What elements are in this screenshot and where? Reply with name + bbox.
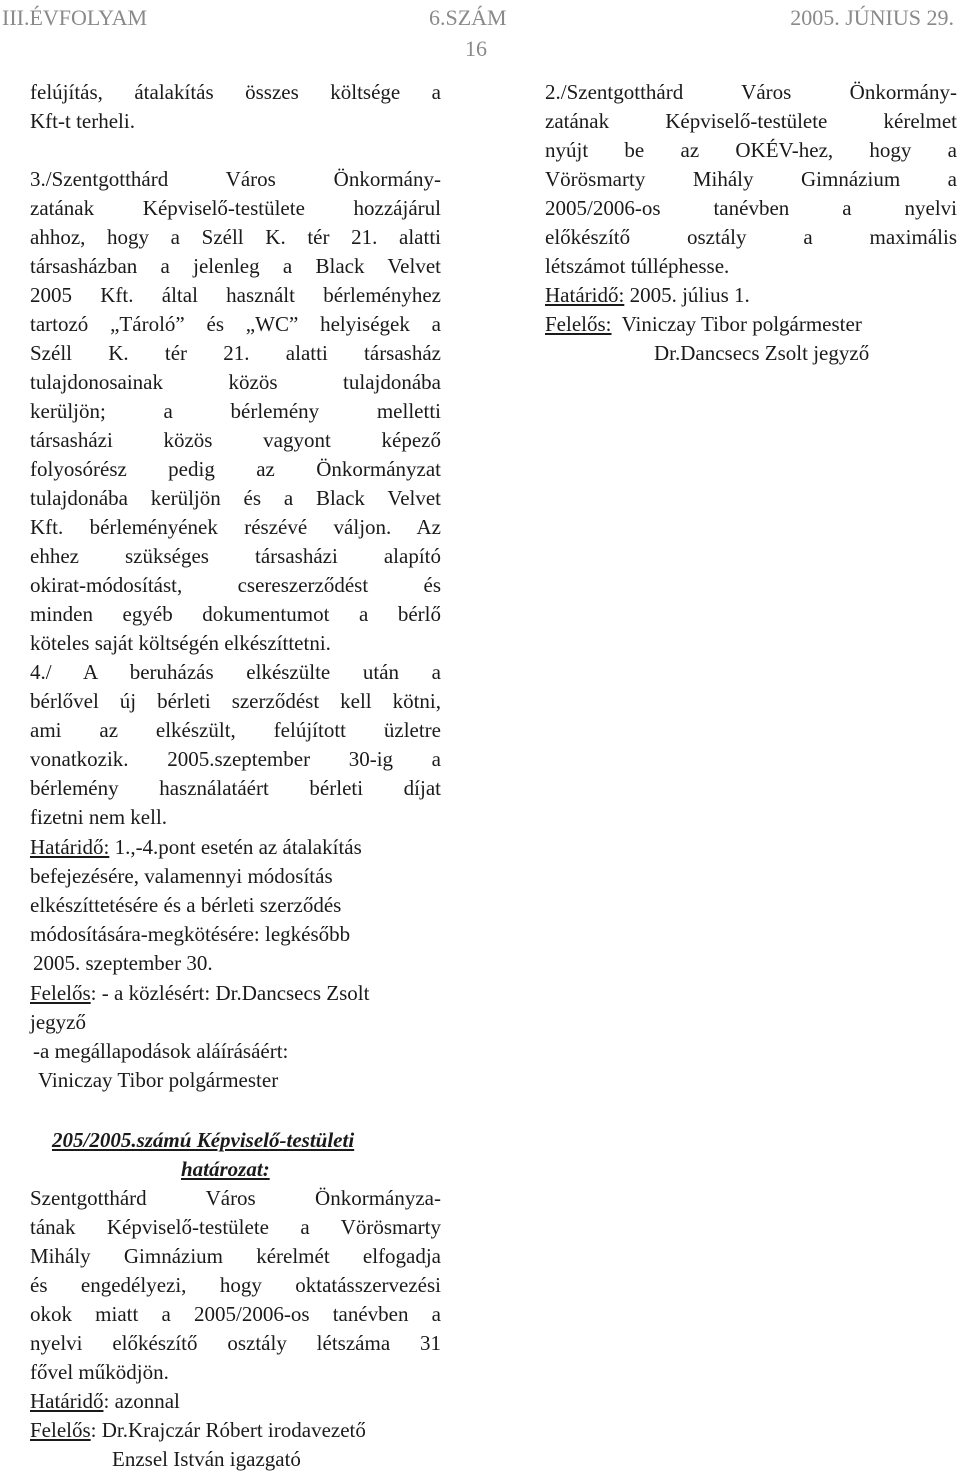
paragraph-line: Dr.Dancsecs Zsolt jegyző <box>654 341 870 365</box>
paragraph-line: Mihály Gimnázium kérelmét elfogadja <box>30 1244 441 1268</box>
paragraph-line: 2005. szeptember 30. <box>33 951 213 975</box>
responsible-text: : Dr.Krajczár Róbert irodavezető <box>90 1418 366 1442</box>
deadline-label: Határidő: <box>545 283 625 307</box>
paragraph-line: ami az elkészült, felújított üzletre <box>30 718 441 742</box>
paragraph-line: vonatkozik. 2005.szeptember 30-ig a <box>30 747 441 771</box>
paragraph-line: bérlemény használatáért bérleti díjat <box>30 776 441 800</box>
paragraph-line: minden egyéb dokumentumot a bérlő <box>30 602 441 626</box>
deadline-line <box>30 1387 180 1416</box>
deadline-line <box>30 833 362 862</box>
paragraph-line: nyelvi előkészítő osztály létszáma 31 <box>30 1331 441 1355</box>
paragraph-line: fizetni nem kell. <box>30 805 168 829</box>
paragraph-line: bérlővel új bérleti szerződést kell kötni, <box>30 689 441 713</box>
paragraph-line: ahhoz, hogy a Széll K. tér 21. alatti <box>30 225 441 249</box>
issue-label: 6.SZÁM <box>429 5 507 30</box>
responsible-text: Viniczay Tibor polgármester <box>611 312 862 336</box>
paragraph-line: módosítására-megkötésére: legkésőbb <box>30 922 351 946</box>
responsible-line <box>30 979 369 1008</box>
paragraph-line: létszámot túlléphesse. <box>545 254 730 278</box>
paragraph-line: zatának Képviselő-testülete hozzájárul <box>30 196 441 220</box>
paragraph-line: Kft-t terheli. <box>30 109 135 133</box>
volume-label: III.ÉVFOLYAM <box>2 5 148 30</box>
deadline-text: 2005. július 1. <box>624 283 750 307</box>
paragraph-line: -a megállapodások aláírásáért: <box>33 1039 289 1063</box>
responsible-line <box>30 1416 366 1445</box>
paragraph-line: 4./ A beruházás elkészülte után a <box>30 660 441 684</box>
deadline-label: Határidő: <box>30 835 110 859</box>
paragraph-line: Viniczay Tibor polgármester <box>38 1068 279 1092</box>
paragraph-line: zatának Képviselő-testülete kérelmet <box>545 109 957 133</box>
paragraph-line: kerüljön; a bérlemény melletti <box>30 399 441 423</box>
paragraph-line: 3./Szentgotthárd Város Önkormány- <box>30 167 441 191</box>
paragraph-line: okok miatt a 2005/2006-os tanévben a <box>30 1302 441 1326</box>
responsible-label: Felelős <box>30 1418 91 1442</box>
paragraph-line: befejezésére, valamennyi módosítás <box>30 864 333 888</box>
deadline-label: Határidő <box>30 1389 104 1413</box>
paragraph-line: előkészítő osztály a maximális <box>545 225 957 249</box>
page-number: 16 <box>465 36 487 61</box>
paragraph-line: 2./Szentgotthárd Város Önkormány- <box>545 80 957 104</box>
paragraph-line: Szentgotthárd Város Önkormányza- <box>30 1186 441 1210</box>
paragraph-line: 2005 Kft. által használt bérleményhez <box>30 283 441 307</box>
resolution-title-2: határozat: <box>181 1157 270 1181</box>
paragraph-line: társasházi közös vagyont képező <box>30 428 441 452</box>
paragraph-line: 2005/2006-os tanévben a nyelvi <box>545 196 957 220</box>
paragraph-line: jegyző <box>30 1010 86 1034</box>
paragraph-line: tulajdonába kerüljön és a Black Velvet <box>30 486 441 510</box>
paragraph-line: tának Képviselő-testülete a Vörösmarty <box>30 1215 441 1239</box>
deadline-text: : azonnal <box>103 1389 180 1413</box>
paragraph-line: nyújt be az OKÉV-hez, hogy a <box>545 138 957 162</box>
paragraph-line: tulajdonosainak közös tulajdonába <box>30 370 441 394</box>
paragraph-line: fővel működjön. <box>30 1360 169 1384</box>
paragraph-line: felújítás, átalakítás összes költsége a <box>30 80 441 104</box>
paragraph-line: elkészíttetésére és a bérleti szerződés <box>30 893 342 917</box>
paragraph-line: és engedélyezi, hogy oktatásszervezési <box>30 1273 441 1297</box>
paragraph-line: társasházban a jelenleg a Black Velvet <box>30 254 441 278</box>
paragraph-line: okirat-módosítást, csereszerződést és <box>30 573 441 597</box>
paragraph-line: Enzsel István igazgató <box>112 1447 301 1471</box>
responsible-label: Felelős <box>30 981 91 1005</box>
paragraph-line: Kft. bérleményének részévé váljon. Az <box>30 515 441 539</box>
responsible-line <box>545 310 862 339</box>
paragraph-line: köteles saját költségén elkészíttetni. <box>30 631 331 655</box>
paragraph-line: folyosórész pedig az Önkormányzat <box>30 457 441 481</box>
responsible-label: Felelős: <box>545 312 612 336</box>
paragraph-line: ehhez szükséges társasházi alapító <box>30 544 441 568</box>
date-label: 2005. JÚNIUS 29. <box>790 5 954 30</box>
paragraph-line: Vörösmarty Mihály Gimnázium a <box>545 167 957 191</box>
resolution-title: 205/2005.számú Képviselő-testületi <box>52 1128 355 1152</box>
paragraph-line: tartozó „Tároló” és „WC” helyiségek a <box>30 312 441 336</box>
deadline-text: 1.,-4.pont esetén az átalakítás <box>109 835 362 859</box>
paragraph-line: Széll K. tér 21. alatti társasház <box>30 341 441 365</box>
page-header <box>0 5 960 65</box>
responsible-text: : - a közlésért: Dr.Dancsecs Zsolt <box>90 981 370 1005</box>
deadline-line <box>545 281 750 310</box>
